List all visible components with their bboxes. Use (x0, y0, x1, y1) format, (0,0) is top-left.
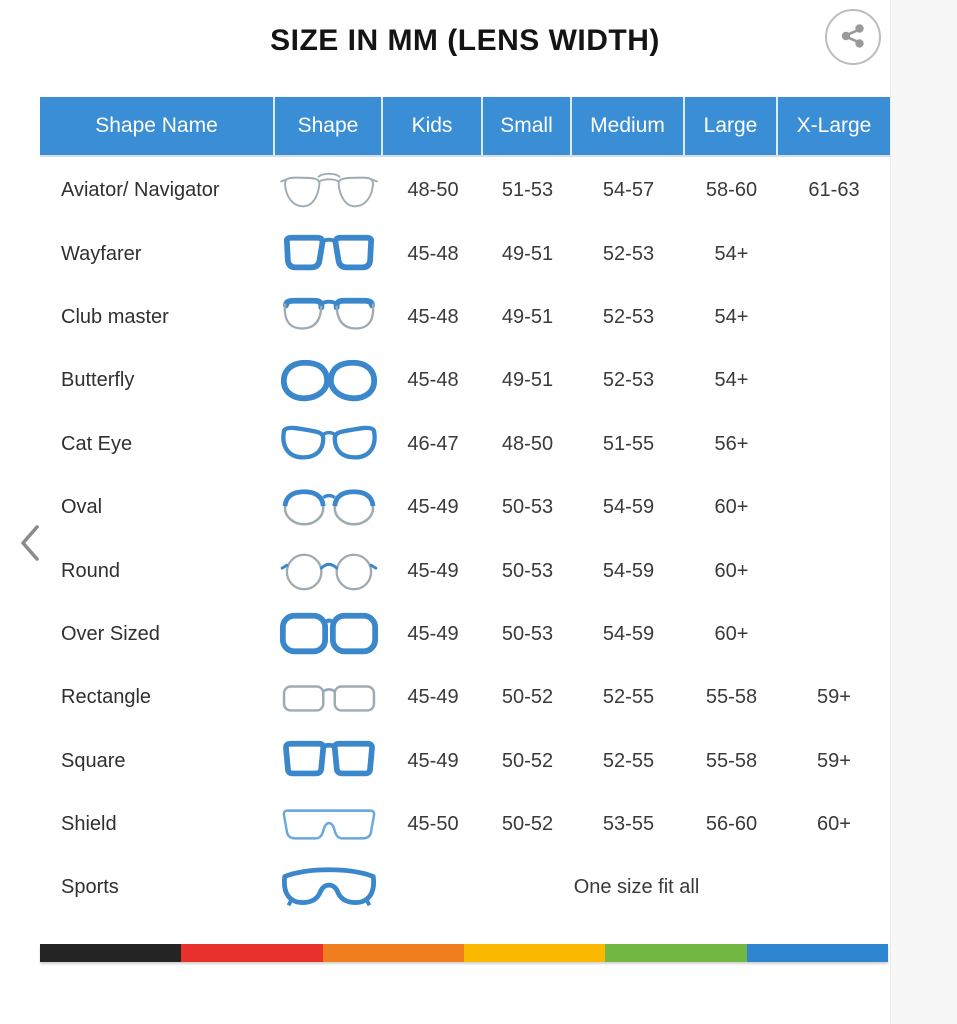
chevron-left-icon (18, 524, 42, 565)
size-cell: 45-49 (407, 686, 459, 709)
size-cell: 54+ (714, 242, 749, 265)
shape-icon-cell (275, 486, 383, 530)
shield-glasses-icon (279, 803, 379, 847)
shape-name-cell: Aviator/ Navigator (61, 179, 220, 202)
color-segment (605, 944, 746, 962)
size-cell: 56+ (714, 432, 749, 455)
table-row (40, 222, 890, 285)
table-row (40, 730, 890, 793)
table-row (40, 286, 890, 349)
size-table (40, 97, 890, 920)
column-header-shape: Shape (275, 97, 383, 155)
column-header-medium: Medium (572, 97, 685, 155)
table-row (40, 666, 890, 729)
size-cell: 60+ (817, 813, 851, 836)
size-cell: 45-49 (407, 622, 459, 645)
aviator-glasses-icon (279, 169, 379, 213)
size-cell: 49-51 (501, 305, 554, 328)
shape-name-cell: Wayfarer (61, 242, 142, 265)
size-cell: 53-55 (602, 813, 655, 836)
size-cell: 45-48 (407, 305, 459, 328)
size-cell: 60+ (714, 496, 749, 519)
color-segment (323, 944, 464, 962)
color-segment (181, 944, 322, 962)
column-header-kids: Kids (383, 97, 483, 155)
shape-name-cell: Square (61, 749, 126, 772)
table-row (40, 539, 890, 602)
shape-icon-cell (275, 676, 383, 720)
size-cell: 55-58 (705, 749, 758, 772)
size-cell: 54+ (714, 369, 749, 392)
size-cell: 50-52 (501, 813, 554, 836)
size-cell: 50-52 (501, 749, 554, 772)
shape-icon-cell (275, 169, 383, 213)
shape-icon-cell (275, 232, 383, 276)
size-cell: 52-55 (602, 686, 655, 709)
size-cell: 59+ (817, 686, 851, 709)
size-cell: 48-50 (501, 432, 554, 455)
shape-name-cell: Cat Eye (61, 432, 133, 455)
size-cell: 52-53 (602, 242, 655, 265)
size-cell: 54+ (714, 305, 749, 328)
shape-name-cell: Round (61, 559, 120, 582)
size-cell: 50-53 (501, 622, 554, 645)
page-title: SIZE IN MM (LENS WIDTH) (270, 24, 660, 57)
size-cell: 52-53 (602, 369, 655, 392)
size-cell: 54-57 (602, 179, 655, 202)
shape-name-cell: Club master (61, 305, 169, 328)
size-cell: 51-53 (501, 179, 554, 202)
color-segment (747, 944, 888, 962)
size-cell: 45-50 (407, 813, 459, 836)
cateye-glasses-icon (279, 422, 379, 466)
color-segment (464, 944, 605, 962)
wayfarer-glasses-icon (279, 232, 379, 276)
size-cell: 58-60 (705, 179, 758, 202)
shape-name-cell: Shield (61, 813, 117, 836)
size-cell: 59+ (817, 749, 851, 772)
shape-icon-cell (275, 295, 383, 339)
table-row (40, 413, 890, 476)
share-icon (838, 21, 868, 54)
table-header (40, 97, 890, 157)
size-cell: 46-47 (407, 432, 459, 455)
column-header-x-large: X-Large (796, 114, 872, 137)
size-cell: 45-49 (407, 496, 459, 519)
size-cell: 49-51 (501, 369, 554, 392)
size-cell: 50-53 (501, 496, 554, 519)
size-cell: 45-48 (407, 369, 459, 392)
shape-icon-cell (275, 803, 383, 847)
table-row (40, 793, 890, 856)
table-body (40, 159, 890, 920)
table-row (40, 349, 890, 412)
shape-icon-cell (275, 739, 383, 783)
size-cell: 45-49 (407, 559, 459, 582)
shape-icon-cell (275, 422, 383, 466)
size-cell: 61-63 (808, 179, 860, 202)
size-cell: 60+ (714, 622, 749, 645)
size-cell: 48-50 (407, 179, 459, 202)
column-header-small: Small (483, 97, 572, 155)
table-row (40, 476, 890, 539)
oval-glasses-icon (279, 486, 379, 530)
shape-name-cell: Butterfly (61, 369, 135, 392)
size-cell: 51-55 (602, 432, 655, 455)
color-segment (40, 944, 181, 962)
shape-icon-cell (275, 549, 383, 593)
clubmaster-glasses-icon (279, 295, 379, 339)
size-cell: 54-59 (602, 559, 655, 582)
brand-color-bar (40, 944, 888, 962)
right-gutter (890, 0, 957, 1024)
table-row (40, 856, 890, 919)
table-row (40, 603, 890, 666)
table-row (40, 159, 890, 222)
size-cell: 50-53 (501, 559, 554, 582)
size-cell: 52-53 (602, 305, 655, 328)
oversized-glasses-icon (279, 611, 379, 657)
size-cell: 45-48 (407, 242, 459, 265)
size-cell: 45-49 (407, 749, 459, 772)
shape-icon-cell (275, 358, 383, 404)
one-size-note: One size fit all (573, 876, 700, 899)
shape-name-cell: Oval (61, 496, 103, 519)
shape-name-cell: Over Sized (61, 622, 160, 645)
size-cell: 56-60 (705, 813, 758, 836)
column-header-shape-name: Shape Name (40, 97, 275, 155)
carousel-prev-button[interactable] (12, 522, 48, 566)
size-cell: 50-52 (501, 686, 554, 709)
size-cell: 54-59 (602, 496, 655, 519)
size-cell: 60+ (714, 559, 749, 582)
shape-name-cell: Sports (61, 876, 119, 899)
shape-name-cell: Rectangle (61, 686, 152, 709)
size-cell: 54-59 (602, 622, 655, 645)
size-cell: 52-55 (602, 749, 655, 772)
square-glasses-icon (279, 739, 379, 783)
rectangle-glasses-icon (279, 676, 379, 720)
sports-glasses-icon (279, 865, 379, 911)
size-cell: 49-51 (501, 242, 554, 265)
shape-icon-cell (275, 611, 383, 657)
shape-icon-cell (275, 865, 383, 911)
butterfly-glasses-icon (279, 358, 379, 404)
round-glasses-icon (279, 549, 379, 593)
size-cell: 55-58 (705, 686, 758, 709)
share-button[interactable] (825, 9, 881, 65)
column-header-large: Large (685, 97, 778, 155)
